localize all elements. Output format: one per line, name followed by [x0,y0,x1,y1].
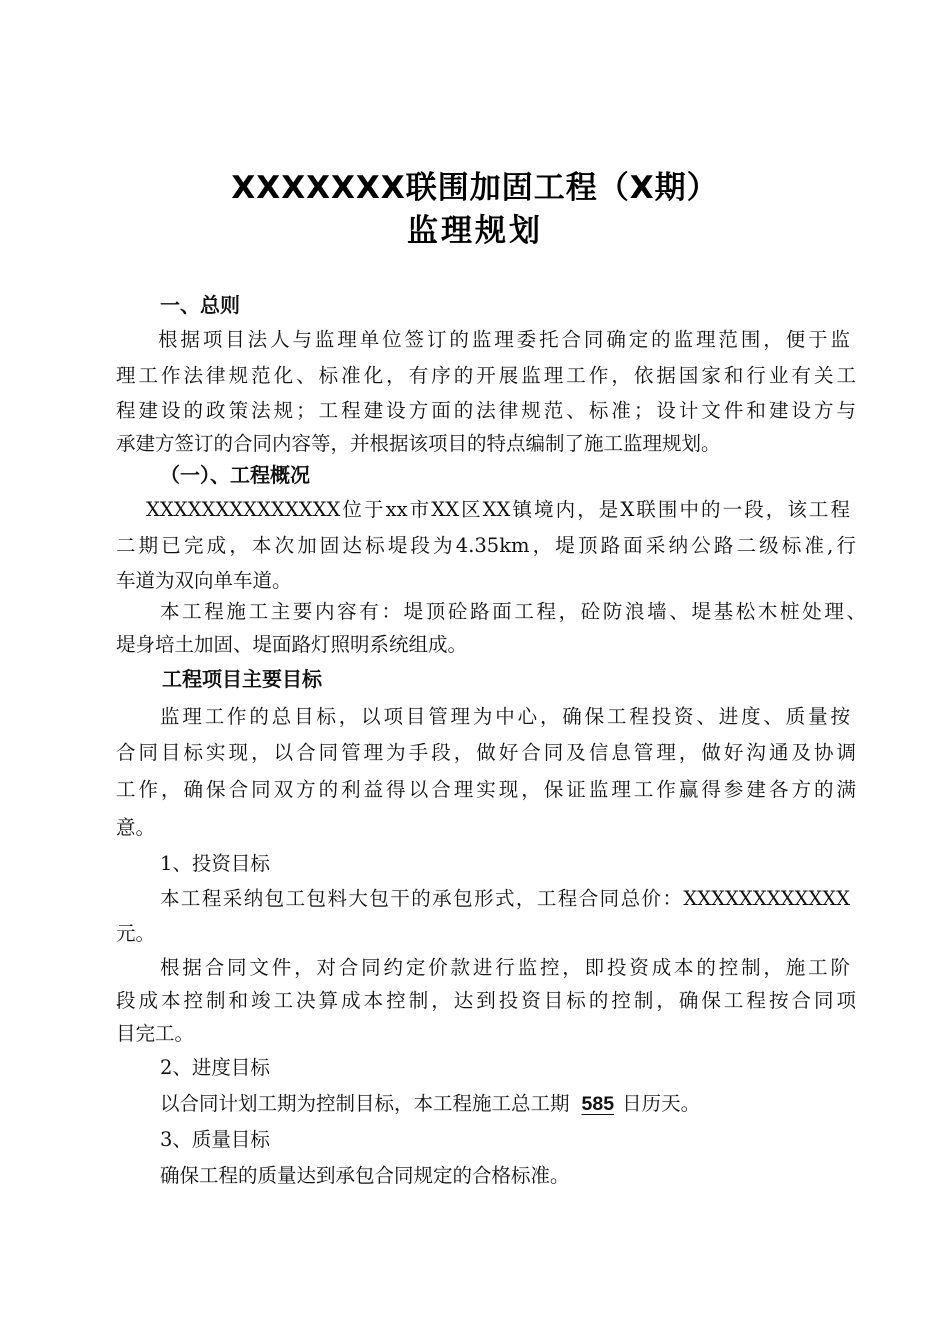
paragraph-line: 承建方签订的合同内容等，并根据该项目的特点编制了施工监理规划。 [116,432,721,455]
document-subtitle: 监理规划 [407,213,543,249]
schedule-text-after: 日历天。 [622,1092,701,1115]
section-heading-general: 一、总则 [160,293,240,317]
subsection-heading-quality: 3、质量目标 [160,1128,270,1151]
paragraph-line: 目完工。 [116,1022,195,1045]
section-heading-goals: 工程项目主要目标 [162,667,322,691]
paragraph-line: 根据合同文件，对合同约定价款进行监控，即投资成本的控制，施工阶 [160,956,850,979]
paragraph-line: 元。 [116,922,156,945]
section-heading-overview: （一）、工程概况 [160,463,310,487]
paragraph-line: 段成本控制和竣工决算成本控制，达到投资目标的控制，确保工程按合同项 [116,989,856,1012]
paragraph-line: 确保工程的质量达到承包合同规定的合格标准。 [160,1164,570,1187]
subsection-heading-investment: 1、投资目标 [160,852,270,875]
paragraph-line: 根据项目法人与监理单位签订的监理委托合同确定的监理范围，便于监 [158,328,850,351]
paragraph-line: 合同目标实现，以合同管理为手段，做好合同及信息管理，做好沟通及协调 [116,741,856,764]
document-title: XXXXXXX联围加固工程（X期） [231,170,719,206]
paragraph-line: XXXXXXXXXXXXXX位于xx市XX区XX镇境内，是X联围中的一段，该工程 [146,498,850,521]
subsection-heading-schedule: 2、进度目标 [160,1056,270,1079]
paragraph-line: 程建设的政策法规；工程建设方面的法律规范、标准；设计文件和建设方与 [116,399,856,422]
paragraph-line: 意。 [116,816,156,839]
paragraph-line: 本工程施工主要内容有：堤顶砼路面工程，砼防浪墙、堤基松木桩处理、 [160,600,866,623]
paragraph-line: 监理工作的总目标，以项目管理为中心，确保工程投资、进度、质量按 [160,705,850,728]
paragraph-line: 二期已完成，本次加固达标堤段为4.35km，堤顶路面采纳公路二级标准,行 [116,534,856,557]
schedule-sentence [160,1086,900,1122]
schedule-days-value: 585 [581,1093,615,1115]
paragraph-line: 理工作法律规范化、标准化，有序的开展监理工作，依据国家和行业有关工 [116,364,856,387]
paragraph-line: 本工程采纳包工包料大包干的承包形式，工程合同总价：XXXXXXXXXXXX [160,887,850,910]
paragraph-line: 堤身培土加固、堤面路灯照明系统组成。 [116,633,468,656]
paragraph-line: 车道为双向单车道。 [116,569,292,592]
paragraph-line: 工作，确保合同双方的利益得以合理实现，保证监理工作赢得参建各方的满 [116,778,856,801]
schedule-text-before: 以合同计划工期为控制目标，本工程施工总工期 [160,1092,570,1115]
